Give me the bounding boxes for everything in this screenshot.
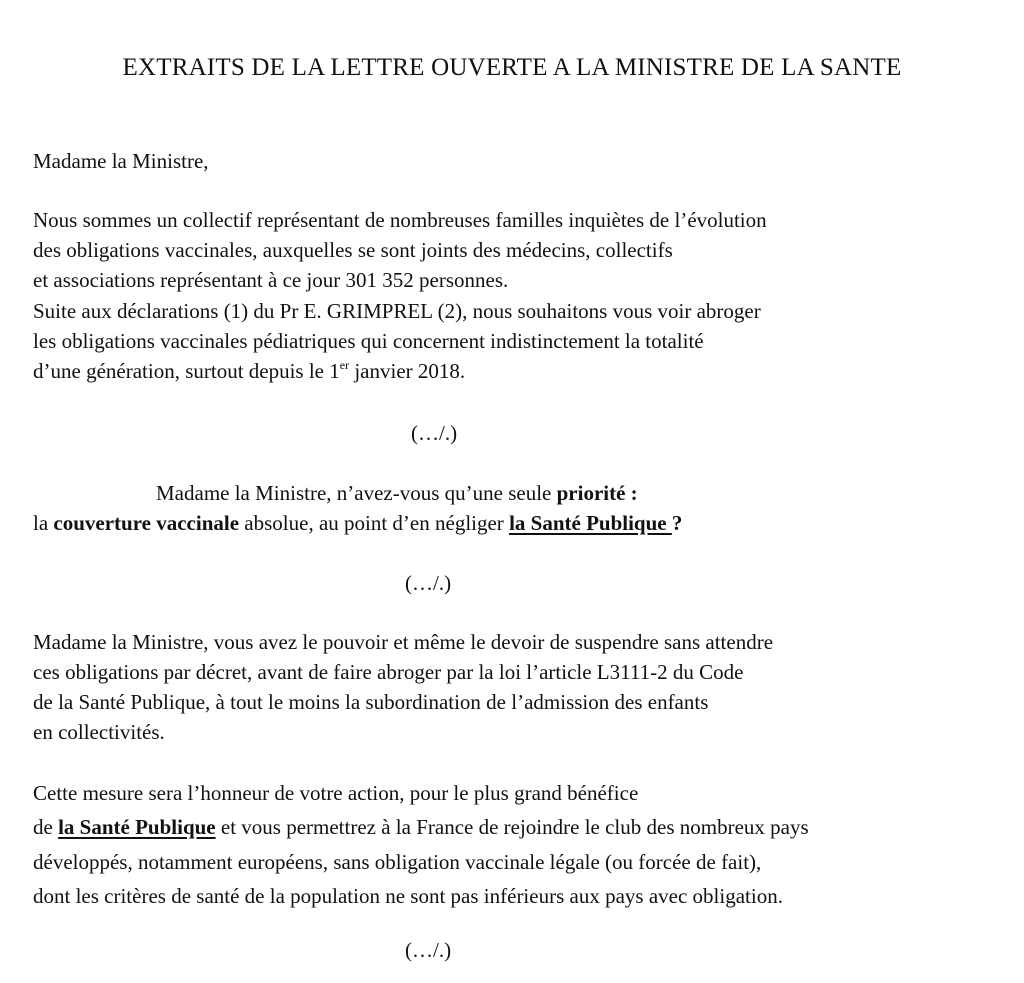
paragraph-line: des obligations vaccinales, auxquelles se sont joints des médecins, collectifs (33, 238, 673, 262)
text-run: janvier 2018. (349, 359, 466, 383)
ellipsis: (…/.) (411, 421, 458, 445)
question-line (33, 508, 682, 538)
emphasis-sante-publique: la Santé Publique (509, 511, 672, 535)
emphasis-couverture: couverture vaccinale (53, 511, 240, 535)
text-run: la (33, 511, 54, 535)
paragraph-line: en collectivités. (33, 720, 165, 744)
text-run: Madame la Ministre, n’avez-vous qu’une seule (156, 481, 557, 505)
paragraph-line: ces obligations par décret, avant de faire abroger par la loi l’article L3111-2 du Code (33, 660, 744, 684)
superscript: er (339, 358, 350, 372)
text-run: de (33, 815, 59, 839)
paragraph-line: les obligations vaccinales pédiatriques qui concernent indistinctement la totalité (33, 329, 704, 353)
salutation: Madame la Ministre, (33, 149, 209, 173)
question-line (156, 478, 638, 508)
text-run: et vous permettrez à la France de rejoindre le club des nombreux pays (215, 815, 809, 839)
paragraph-line: Suite aux déclarations (1) du Pr E. GRIMPREL (2), nous souhaitons vous voir abroger (33, 299, 761, 323)
emphasis-priority: priorité : (556, 481, 638, 505)
emphasis-sante-publique: la Santé Publique (58, 815, 216, 839)
text-run: absolue, au point d’en négliger (239, 511, 510, 535)
ellipsis: (…/.) (405, 571, 452, 595)
paragraph-line: et associations représentant à ce jour 301 352 personnes. (33, 268, 509, 292)
paragraph-line (33, 812, 809, 842)
paragraph-line: de la Santé Publique, à tout le moins la subordination de l’admission des enfants (33, 690, 709, 714)
paragraph-line: développés, notamment européens, sans obligation vaccinale légale (ou forcée de fait), (33, 850, 762, 874)
paragraph-line: Cette mesure sera l’honneur de votre action, pour le plus grand bénéfice (33, 781, 639, 805)
text-run: d’une génération, surtout depuis le 1 (33, 359, 340, 383)
document-title: EXTRAITS DE LA LETTRE OUVERTE A LA MINISTRE DE LA SANTE (122, 54, 902, 81)
paragraph-line: dont les critères de santé de la population ne sont pas inférieurs aux pays avec obligation. (33, 884, 783, 908)
paragraph-line (33, 356, 465, 386)
paragraph-line: Madame la Ministre, vous avez le pouvoir et même le devoir de suspendre sans attendre (33, 630, 774, 654)
question-mark: ? (671, 511, 683, 535)
paragraph-line: Nous sommes un collectif représentant de nombreuses familles inquiètes de l’évolution (33, 208, 767, 232)
ellipsis: (…/.) (405, 938, 452, 962)
